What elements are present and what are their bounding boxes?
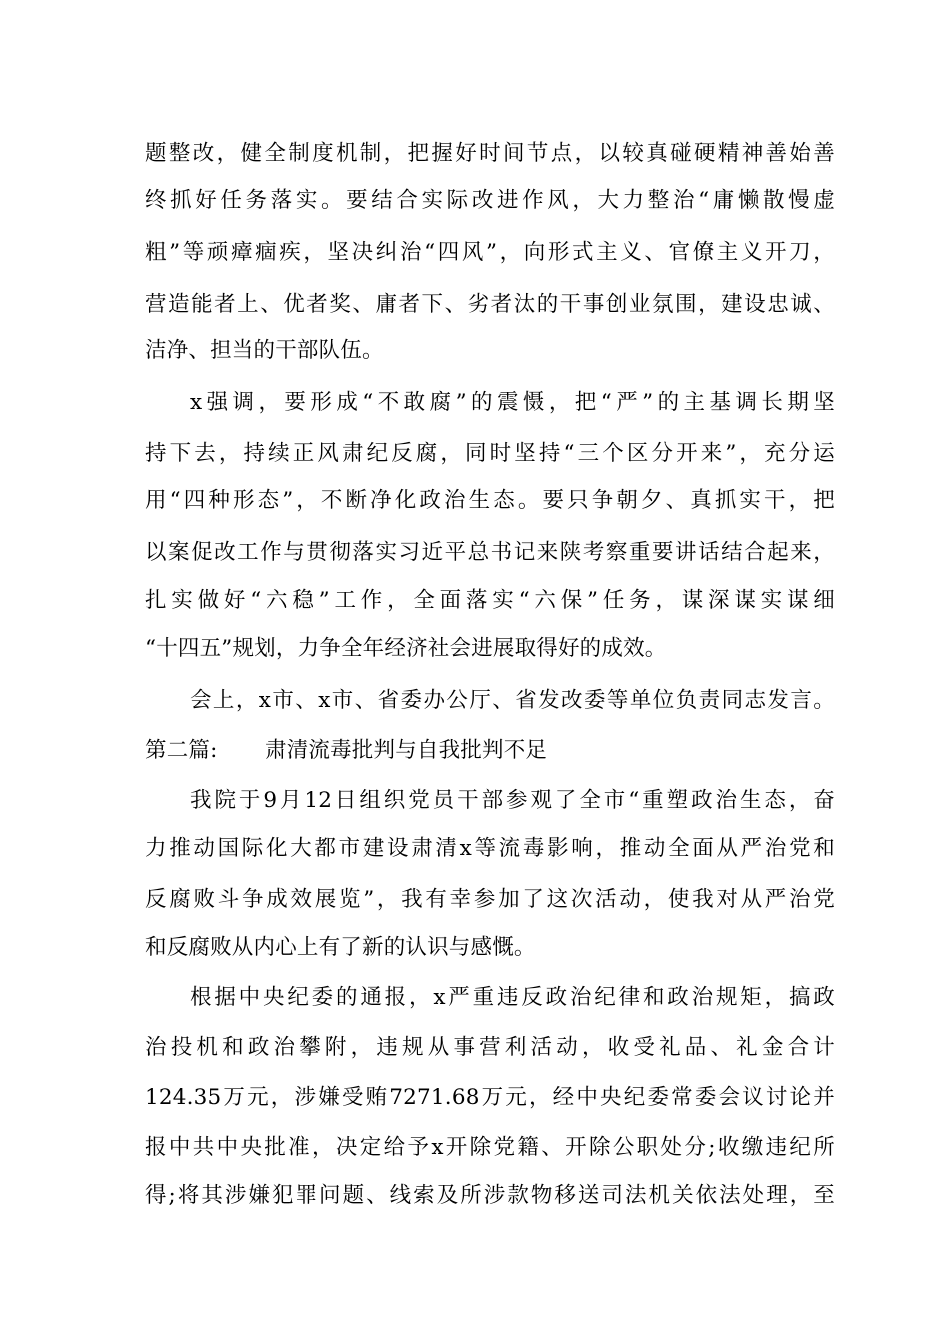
- paragraph-line: 124.35万元，涉嫌受贿7271.68万元，经中央纪委常委会议讨论并: [145, 1085, 835, 1110]
- paragraph-line: 和反腐败从内心上有了新的认识与感慨。: [145, 935, 536, 960]
- paragraph-line: 治投机和政治攀附，违规从事营利活动，收受礼品、礼金合计: [145, 1035, 835, 1060]
- paragraph-line: 会上，x市、x市、省委办公厅、省发改委等单位负责同志发言。: [190, 688, 835, 713]
- paragraph-line: 我院于9月12日组织党员干部参观了全市“重塑政治生态，奋: [190, 788, 835, 813]
- paragraph-line: 得;将其涉嫌犯罪问题、线索及所涉款物移送司法机关依法处理，至: [145, 1183, 835, 1208]
- paragraph-line: 扎实做好“六稳”工作，全面落实“六保”任务，谋深谋实谋细: [145, 588, 835, 613]
- paragraph-line: 粗”等顽瘴痼疾，坚决纠治“四风”，向形式主义、官僚主义开刀，: [145, 240, 835, 265]
- paragraph-line: 终抓好任务落实。要结合实际改进作风，大力整治“庸懒散慢虚: [145, 188, 835, 213]
- paragraph-line: 力推动国际化大都市建设肃清x等流毒影响，推动全面从严治党和: [145, 836, 835, 861]
- heading-title: 肃清流毒批判与自我批判不足: [265, 738, 548, 763]
- paragraph-line: 洁净、担当的干部队伍。: [145, 338, 384, 363]
- paragraph-line: 反腐败斗争成效展览”，我有幸参加了这次活动，使我对从严治党: [145, 887, 835, 912]
- section-heading: [145, 740, 835, 762]
- paragraph-line: 持下去，持续正风肃纪反腐，同时坚持“三个区分开来”，充分运: [145, 441, 835, 466]
- paragraph-line: 根据中央纪委的通报，x严重违反政治纪律和政治规矩，搞政: [190, 985, 835, 1010]
- paragraph-line: “十四五”规划，力争全年经济社会进展取得好的成效。: [145, 636, 667, 661]
- paragraph-line: 题整改，健全制度机制，把握好时间节点，以较真碰硬精神善始善: [145, 141, 835, 166]
- paragraph-line: 报中共中央批准，决定给予x开除党籍、开除公职处分;收缴违纪所: [145, 1135, 835, 1160]
- paragraph-line: 用“四种形态”，不断净化政治生态。要只争朝夕、真抓实干，把: [145, 488, 835, 513]
- paragraph-line: 营造能者上、优者奖、庸者下、劣者汰的干事创业氛围，建设忠诚、: [145, 292, 835, 317]
- paragraph-line: x强调，要形成“不敢腐”的震慑，把“严”的主基调长期坚: [190, 390, 835, 415]
- heading-label: 第二篇:: [145, 738, 218, 763]
- paragraph-line: 以案促改工作与贯彻落实习近平总书记来陕考察重要讲话结合起来，: [145, 540, 835, 565]
